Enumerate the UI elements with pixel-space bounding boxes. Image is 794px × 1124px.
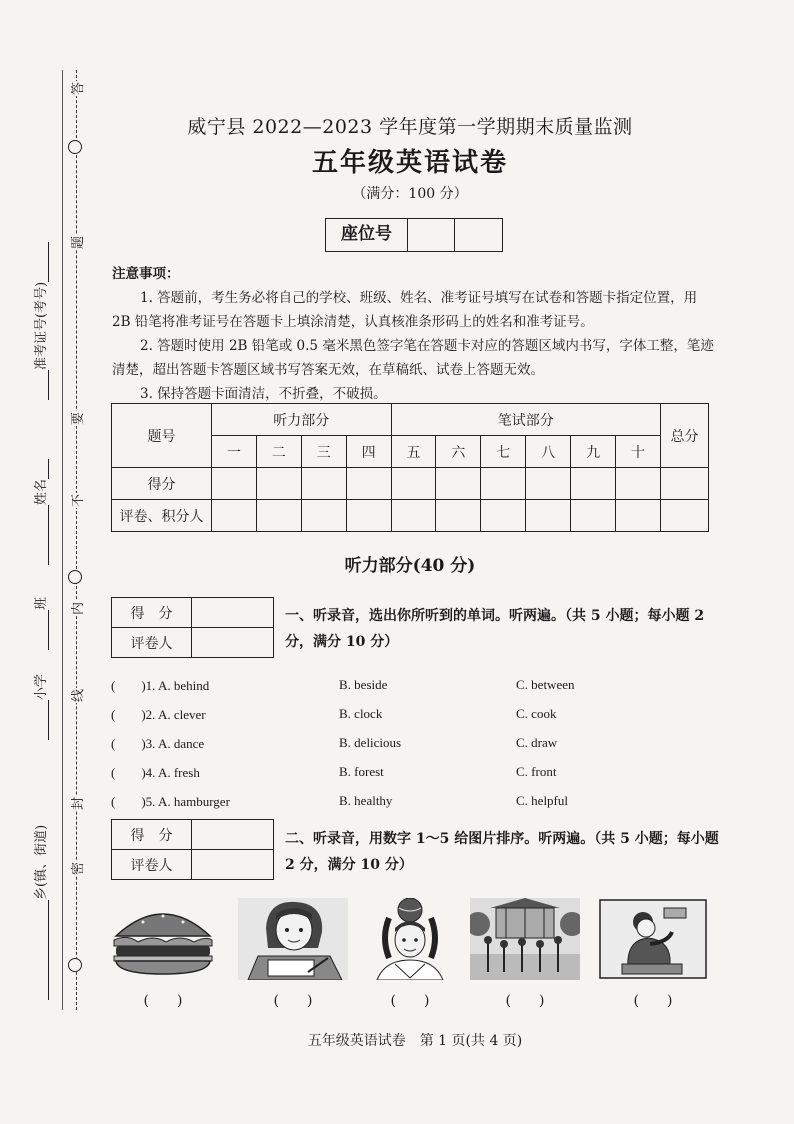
item-option-b: B. beside: [339, 676, 388, 692]
q2-heading: 二、听录音，用数字 1～5 给图片排序。听两遍。（共 5 小题；每小题 2 分，满分 10 分）: [285, 831, 719, 873]
item-option-c: C. draw: [516, 734, 558, 750]
question-number: 八: [526, 436, 571, 468]
school-field[interactable]: 小学: [30, 674, 49, 740]
item-option-a[interactable]: ( )1. A. behind: [111, 678, 210, 693]
instruction-item: 3. 保持答题卡面清洁，不折叠，不破损。: [140, 386, 387, 402]
question-number: 九: [571, 436, 616, 468]
group-listening: 听力部分: [212, 404, 392, 436]
q2-score-box: [111, 819, 274, 880]
item-option-c: C. cook: [516, 705, 557, 721]
score-cell[interactable]: [481, 468, 526, 500]
q1-items: [111, 670, 711, 815]
score-cell[interactable]: [526, 468, 571, 500]
binding-margin: [0, 0, 100, 1124]
score-cell[interactable]: [192, 598, 274, 628]
score-cell[interactable]: [436, 468, 481, 500]
seat-cell[interactable]: [408, 219, 455, 251]
binding-char: 答: [66, 81, 87, 96]
grader-label: 评卷人: [112, 850, 192, 880]
grader-cell[interactable]: [571, 500, 616, 532]
col-total: 总分: [661, 404, 709, 468]
grader-cell[interactable]: [436, 500, 481, 532]
boy-basketball-picture: [355, 898, 465, 980]
grader-cell[interactable]: [481, 500, 526, 532]
hamburger-picture: [108, 898, 218, 980]
grader-cell[interactable]: [256, 500, 301, 532]
name-field[interactable]: 姓名: [30, 459, 49, 565]
grader-cell[interactable]: [616, 500, 661, 532]
town-field[interactable]: 乡(镇、街道): [30, 825, 49, 1000]
item-option-b: B. delicious: [339, 734, 402, 750]
picture-answer-blank[interactable]: ( ): [505, 993, 545, 1009]
row-score-label: 得分: [112, 468, 212, 500]
list-item: [111, 786, 711, 815]
col-question: 题号: [112, 404, 212, 468]
instructions-title: 注意事项：: [112, 266, 180, 282]
binding-char: 要: [66, 411, 87, 426]
grader-cell[interactable]: [192, 628, 274, 658]
q1-score-box: [111, 597, 274, 658]
score-cell[interactable]: [616, 468, 661, 500]
picture-answer-blank[interactable]: ( ): [143, 993, 183, 1009]
group-writing: 笔试部分: [391, 404, 660, 436]
exam-header-line: 威宁县 2022—2023 学年度第一学期期末质量监测: [187, 116, 633, 138]
q1-heading: 一、听录音，选出你所听到的单词。听两遍。（共 5 小题；每小题 2 分，满分 10 分）: [285, 608, 705, 650]
score-cell[interactable]: [346, 468, 391, 500]
question-number: 一: [212, 436, 257, 468]
grader-cell[interactable]: [661, 500, 709, 532]
seat-number-box: [325, 218, 503, 252]
grader-cell[interactable]: [391, 500, 436, 532]
grader-cell[interactable]: [212, 500, 257, 532]
score-cell[interactable]: [571, 468, 616, 500]
instruction-item: 1. 答题前，考生务必将自己的学校、班级、姓名、准考证号填写在试卷和答题卡指定位置，用 2B 铅笔将准考证号在答题卡上填涂清楚，认真核准条形码上的姓名和准考证号。: [112, 290, 698, 330]
grader-label: 评卷人: [112, 628, 192, 658]
item-option-b: B. healthy: [339, 792, 393, 808]
binding-char: 不: [66, 493, 87, 508]
binding-hole-icon: [68, 140, 82, 154]
binding-char: 线: [66, 688, 87, 703]
list-item: [111, 699, 711, 728]
grader-cell[interactable]: [346, 500, 391, 532]
item-option-b: B. forest: [339, 763, 384, 779]
question-number: 七: [481, 436, 526, 468]
item-option-a[interactable]: ( )5. A. hamburger: [111, 794, 230, 809]
question-number: 四: [346, 436, 391, 468]
score-cell[interactable]: [661, 468, 709, 500]
question-number: 六: [436, 436, 481, 468]
man-sitting-picture: [598, 898, 708, 980]
girl-drawing-picture: [238, 898, 348, 980]
item-option-c: C. front: [516, 763, 557, 779]
page-footer: 五年级英语试卷 第 1 页(共 4 页): [307, 1033, 523, 1049]
item-option-c: C. between: [516, 676, 575, 692]
question-number: 三: [301, 436, 346, 468]
exam-number-field[interactable]: 准考证号(考号): [30, 242, 49, 400]
seat-label: 座位号: [326, 219, 408, 251]
score-label: 得 分: [112, 820, 192, 850]
binding-char: 密: [66, 861, 87, 876]
score-cell[interactable]: [256, 468, 301, 500]
full-score: （满分：100 分）: [352, 186, 468, 202]
q2-pictures: [100, 898, 720, 1013]
binding-char: 题: [66, 235, 87, 250]
row-grader-label: 评卷、积分人: [112, 500, 212, 532]
question-number: 二: [256, 436, 301, 468]
section-title: 听力部分(40 分): [344, 556, 476, 576]
grader-cell[interactable]: [192, 850, 274, 880]
list-item: [111, 757, 711, 786]
score-cell[interactable]: [192, 820, 274, 850]
binding-char: 内: [66, 601, 87, 616]
item-option-b: B. clock: [339, 705, 383, 721]
binding-line: [62, 70, 63, 1010]
picture-answer-blank[interactable]: ( ): [633, 993, 673, 1009]
binding-hole-icon: [68, 958, 82, 972]
picture-answer-blank[interactable]: ( ): [273, 993, 313, 1009]
list-item: [111, 670, 711, 699]
class-field[interactable]: 班: [30, 597, 49, 650]
score-table: [111, 403, 709, 532]
grader-cell[interactable]: [301, 500, 346, 532]
park-scene-picture: [470, 898, 580, 980]
binding-char: 封: [66, 796, 87, 811]
exam-title: 五年级英语试卷: [311, 148, 508, 178]
score-label: 得 分: [112, 598, 192, 628]
instruction-item: 2. 答题时使用 2B 铅笔或 0.5 毫米黑色签字笔在答题卡对应的答题区域内书写，字体工整，笔迹清楚，超出答题卡答题区域书写答案无效，在草稿纸、试卷上答题无效。: [112, 338, 714, 378]
list-item: [111, 728, 711, 757]
item-option-a[interactable]: ( )4. A. fresh: [111, 765, 200, 780]
score-cell[interactable]: [391, 468, 436, 500]
grader-cell[interactable]: [526, 500, 571, 532]
picture-answer-blank[interactable]: ( ): [390, 993, 430, 1009]
score-cell[interactable]: [212, 468, 257, 500]
item-option-a[interactable]: ( )2. A. clever: [111, 707, 206, 722]
question-number: 十: [616, 436, 661, 468]
item-option-c: C. helpful: [516, 792, 568, 808]
binding-hole-icon: [68, 570, 82, 584]
score-cell[interactable]: [301, 468, 346, 500]
item-option-a[interactable]: ( )3. A. dance: [111, 736, 205, 751]
instructions: [112, 262, 718, 406]
question-number: 五: [391, 436, 436, 468]
seat-cell[interactable]: [455, 219, 502, 251]
